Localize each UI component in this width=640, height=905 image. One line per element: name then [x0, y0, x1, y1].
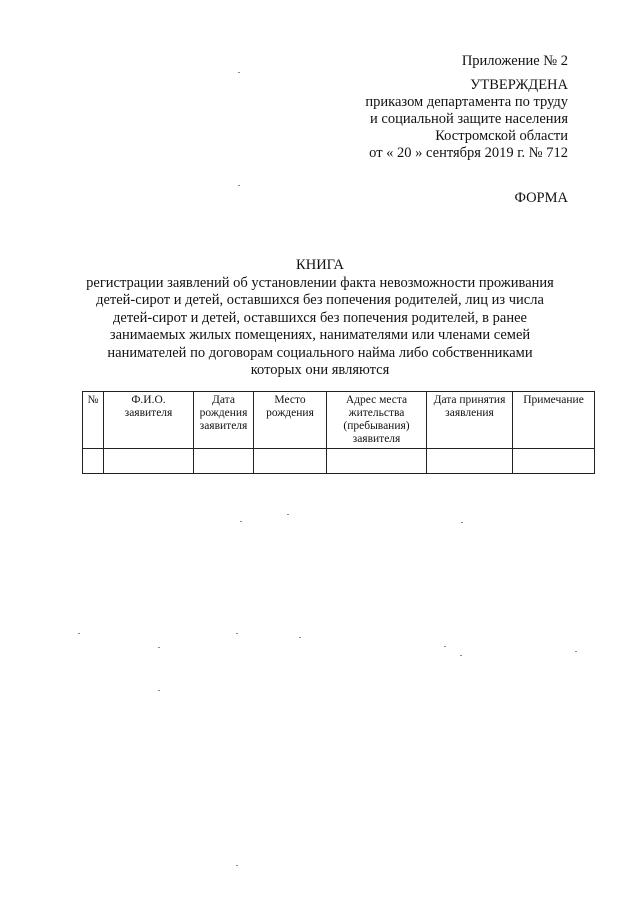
subtitle-line: детей-сирот и детей, оставшихся без попечения родителей, в ранее — [113, 309, 527, 326]
scan-speck — [236, 633, 238, 634]
scan-speck — [299, 637, 301, 638]
subtitle-line: регистрации заявлений об установлении факта невозможности проживания — [86, 274, 554, 291]
order-line: Костромской области — [435, 128, 568, 144]
table-cell — [104, 449, 194, 474]
scan-speck — [461, 522, 463, 523]
scan-speck — [236, 865, 238, 866]
table-cell — [83, 449, 104, 474]
table-row — [83, 449, 595, 474]
scan-speck — [238, 185, 240, 186]
scan-speck — [158, 647, 160, 648]
column-header-birth-place: Место рождения — [254, 392, 327, 449]
table-cell — [254, 449, 327, 474]
scan-speck — [460, 655, 462, 656]
document-title-block — [70, 257, 570, 380]
table-cell — [513, 449, 595, 474]
appendix-number: Приложение № 2 — [461, 53, 568, 69]
scan-speck — [240, 521, 242, 522]
order-line: и социальной защите населения — [370, 111, 568, 127]
order-date-line: от « 20 » сентября 2019 г. № 712 — [369, 145, 568, 161]
document-heading: КНИГА — [296, 257, 344, 273]
scan-speck — [158, 690, 160, 691]
approved-label: УТВЕРЖДЕНА — [470, 77, 568, 93]
document-subtitle — [70, 275, 570, 380]
registration-table — [82, 391, 595, 474]
column-header-applicant-name: Ф.И.О. заявителя — [104, 392, 194, 449]
subtitle-line: детей-сирот и детей, оставшихся без попечения родителей, лиц из числа — [96, 292, 544, 308]
column-header-number: № — [83, 392, 104, 449]
column-header-birth-date: Дата рождения заявителя — [194, 392, 254, 449]
table-header-row — [83, 392, 595, 449]
scan-speck — [575, 651, 577, 652]
form-label: ФОРМА — [514, 190, 568, 206]
column-header-note: Примечание — [513, 392, 595, 449]
scan-speck — [78, 633, 80, 634]
column-header-address: Адрес места жительства (пребывания) заявителя — [327, 392, 427, 449]
scan-speck — [444, 646, 446, 647]
table-cell — [194, 449, 254, 474]
approval-block — [365, 53, 568, 162]
scan-speck — [238, 72, 240, 73]
subtitle-line: которых они являются — [250, 362, 390, 378]
table-cell — [327, 449, 427, 474]
subtitle-line: нанимателей по договорам социального найма либо собственниками — [107, 344, 533, 361]
subtitle-line: занимаемых жилых помещениях, нанимателями или членами семей — [109, 327, 531, 343]
order-line: приказом департамента по труду — [365, 94, 568, 110]
table-cell — [427, 449, 513, 474]
column-header-acceptance-date: Дата принятия заявления — [427, 392, 513, 449]
scan-speck — [287, 514, 289, 515]
